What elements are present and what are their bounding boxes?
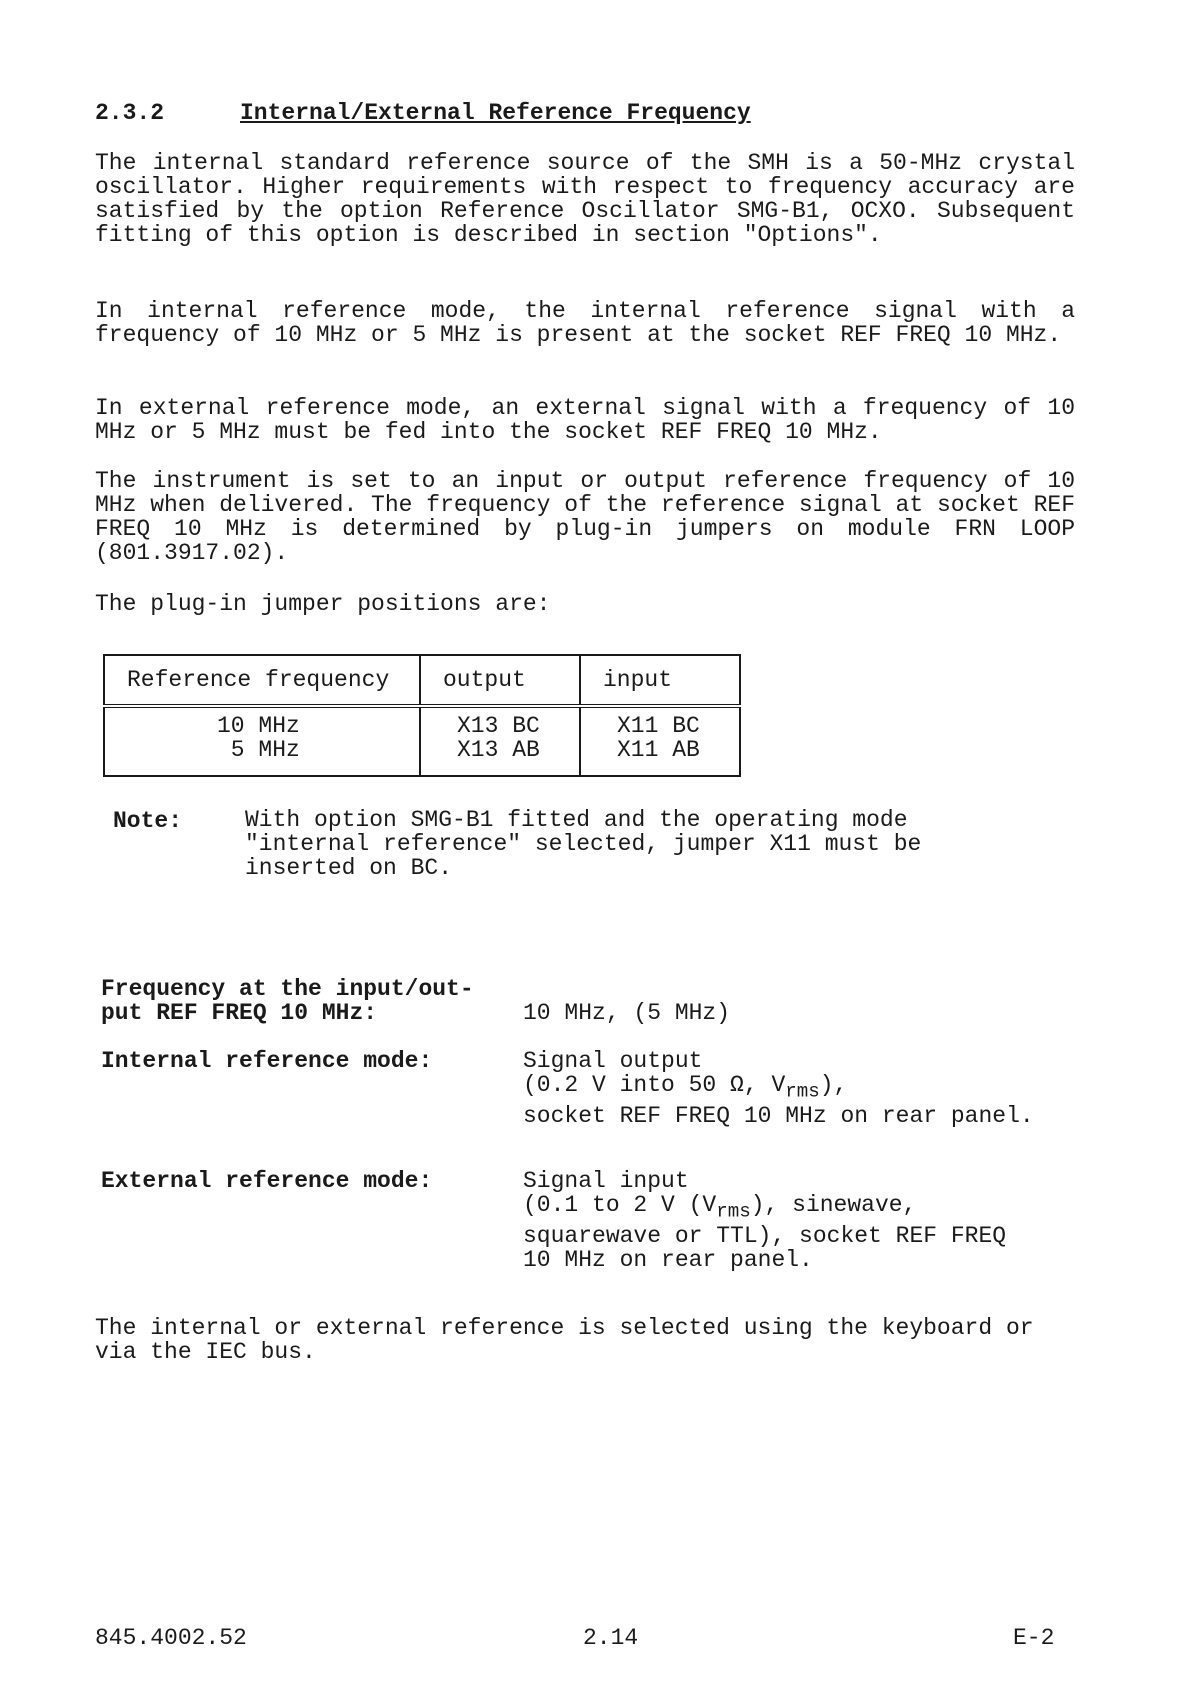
- column-header-reference-frequency: Reference frequency: [104, 655, 420, 706]
- spec-value-external-mode: [523, 1169, 1043, 1272]
- cell-input-ab: X11 AB: [617, 737, 700, 763]
- table-cell-outputs: [420, 706, 580, 776]
- cell-frequency-5mhz: 5 MHz: [217, 737, 300, 763]
- spec-label-internal-mode: Internal reference mode:: [101, 1048, 433, 1074]
- spec-internal-level-end: ),: [819, 1072, 848, 1098]
- note-label: Note:: [113, 808, 183, 834]
- spec-external-level: (0.1 to 2 V (V: [523, 1192, 717, 1218]
- footer-doc-number: 845.4002.52: [95, 1625, 247, 1651]
- section-number: 2.3.2: [95, 100, 165, 126]
- spec-label-frequency: Frequency at the input/out- put REF FREQ 10 MHz:: [101, 976, 474, 1026]
- table-row: [104, 706, 740, 776]
- column-header-output: output: [420, 655, 580, 706]
- spec-label-external-mode: External reference mode:: [101, 1168, 433, 1194]
- footer-page-number: 2.14: [583, 1625, 639, 1651]
- paragraph-reference-source: The internal standard reference source of the SMH is a 50-MHz crystal oscillator. Higher requirements with respect to frequency accuracy are satisfied by the option Reference Oscillator SMG-B1, OCXO. Subsequent fitting of this option is described in section "Options".: [95, 150, 1075, 248]
- spec-external-line-2: [523, 1193, 1043, 1272]
- table-cell-inputs: [580, 706, 740, 776]
- paragraph-jumper-intro: The plug-in jumper positions are:: [95, 591, 551, 617]
- paragraph-selection: The internal or external reference is selected using the keyboard or via the IEC bus.: [95, 1315, 1034, 1365]
- spec-external-line-1: Signal input: [523, 1168, 689, 1194]
- spec-internal-line-2: [523, 1073, 1043, 1104]
- paragraph-jumper-info: The instrument is set to an input or output reference frequency of 10 MHz when delivered. The frequency of the reference signal at socket REF FREQ 10 MHz is determined by plug-in jumpers on module FRN LOOP (801.3917.02).: [95, 468, 1075, 566]
- spec-internal-line-3: socket REF FREQ 10 MHz on rear panel.: [523, 1102, 1034, 1129]
- section-heading: [95, 100, 751, 126]
- spec-internal-rms-subscript: rms: [785, 1080, 820, 1103]
- jumper-table: [103, 654, 741, 777]
- cell-output-ab: X13 AB: [457, 737, 540, 763]
- spec-external-level-end: ), sinewave, squarewave or TTL), socket REF FREQ 10 MHz on rear panel.: [523, 1192, 1007, 1273]
- spec-value-frequency: 10 MHz, (5 MHz): [523, 1000, 731, 1026]
- spec-value-internal-mode: [523, 1049, 1043, 1128]
- spec-internal-line-1: Signal output: [523, 1048, 703, 1074]
- cell-input-bc: X11 BC: [617, 713, 700, 739]
- note-text: With option SMG-B1 fitted and the operating mode "internal reference" selected, jumper X11 must be inserted on BC.: [245, 807, 922, 881]
- table-header-row: [104, 655, 740, 706]
- column-header-input: input: [580, 655, 740, 706]
- spec-internal-level: (0.2 V into 50 Ω, V: [523, 1072, 786, 1098]
- cell-output-bc: X13 BC: [457, 713, 540, 739]
- section-title: Internal/External Reference Frequency: [240, 100, 751, 126]
- paragraph-external-mode: In external reference mode, an external signal with a frequency of 10 MHz or 5 MHz must be fed into the socket REF FREQ 10 MHz.: [95, 395, 1075, 445]
- footer-edition: E-2: [1013, 1625, 1055, 1651]
- spec-external-rms-subscript: rms: [716, 1200, 751, 1223]
- paragraph-internal-mode: In internal reference mode, the internal reference signal with a frequency of 10 MHz or 5 MHz is present at the socket REF FREQ 10 MHz.: [95, 298, 1075, 348]
- cell-frequency-10mhz: 10 MHz: [217, 713, 300, 739]
- table-cell-frequencies: [104, 706, 420, 776]
